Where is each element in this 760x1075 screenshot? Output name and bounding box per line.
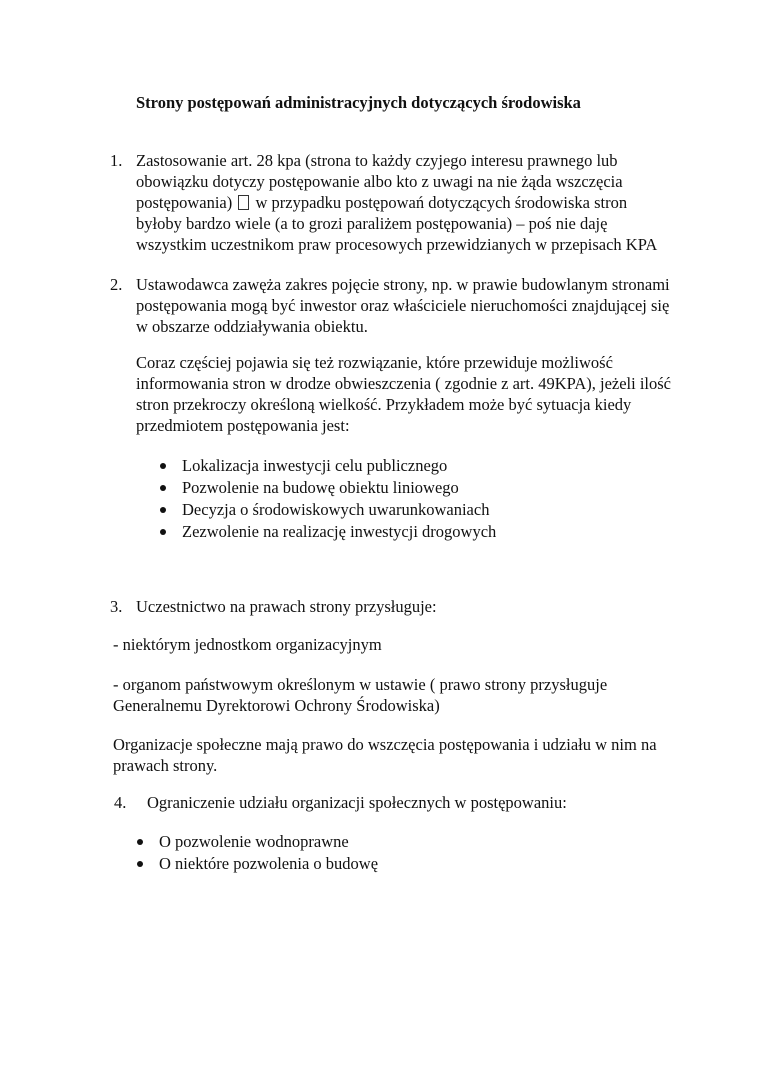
unknown-glyph-box-icon bbox=[238, 195, 249, 210]
bullet-item: Zezwolenie na realizację inwestycji drogowych bbox=[158, 521, 496, 543]
list-item-4 bbox=[114, 792, 687, 813]
list-item-text: Uczestnictwo na prawach strony przysługuje: bbox=[136, 597, 437, 616]
list-number: 2. bbox=[110, 275, 123, 294]
bullet-list-1 bbox=[158, 455, 496, 543]
list-item-3 bbox=[110, 596, 676, 617]
paragraph-obwieszczenie: Coraz częściej pojawia się też rozwiązanie, które przewiduje możliwość informowania stron w drodze obwieszczenia ( zgodnie z art. 49KPA), jeżeli ilość stron przekroczy określoną wielkość. Przykładem może być sytuacja kiedy przedmiotem postępowania jest: bbox=[136, 353, 672, 435]
list-number: 3. bbox=[110, 597, 123, 616]
bullet-item: Lokalizacja inwestycji celu publicznego bbox=[158, 455, 496, 477]
list-item-text: Zastosowanie art. 28 kpa (strona to każdy czyjego interesu prawnego lub obowiązku dotyczy postępowanie albo kto z uwagi na nie żąda wszczęcia postępowania) w przypadku postępowań dotyczących środowiska stron byłoby bardzo wiele (a to grozi paraliżem postępowania) – poś nie daję wszystkim uczestnikom praw procesowych przewidzianych w przepisach KPA bbox=[136, 151, 658, 254]
page-title: Strony postępowań administracyjnych dotyczących środowiska bbox=[136, 93, 581, 112]
list-item-1 bbox=[110, 150, 676, 255]
list-number: 1. bbox=[110, 151, 123, 170]
paragraph-organizacje: Organizacje społeczne mają prawo do wszczęcia postępowania i udziału w nim na prawach strony. bbox=[113, 735, 657, 775]
list-number: 4. bbox=[114, 793, 127, 812]
bullet-item: Pozwolenie na budowę obiektu liniowego bbox=[158, 477, 496, 499]
bullet-item: O niektóre pozwolenia o budowę bbox=[135, 853, 378, 875]
bullet-item: Decyzja o środowiskowych uwarunkowaniach bbox=[158, 499, 496, 521]
list-item-text: Ograniczenie udziału organizacji społecznych w postępowaniu: bbox=[147, 793, 567, 812]
paragraph-jednostki: - niektórym jednostkom organizacyjnym bbox=[113, 635, 382, 654]
paragraph-organy: - organom państwowym określonym w ustawie ( prawo strony przysługuje Generalnemu Dyrektorowi Ochrony Środowiska) bbox=[113, 675, 608, 715]
list-item-text: Ustawodawca zawęża zakres pojęcie strony, np. w prawie budowlanym stronami postępowania mogą być inwestor oraz właściciele nieruchomości znajdującej się w obszarze oddziaływania obiektu. bbox=[136, 275, 670, 336]
bullet-list-2 bbox=[135, 831, 378, 875]
bullet-item: O pozwolenie wodnoprawne bbox=[135, 831, 378, 853]
list-item-2 bbox=[110, 274, 676, 337]
